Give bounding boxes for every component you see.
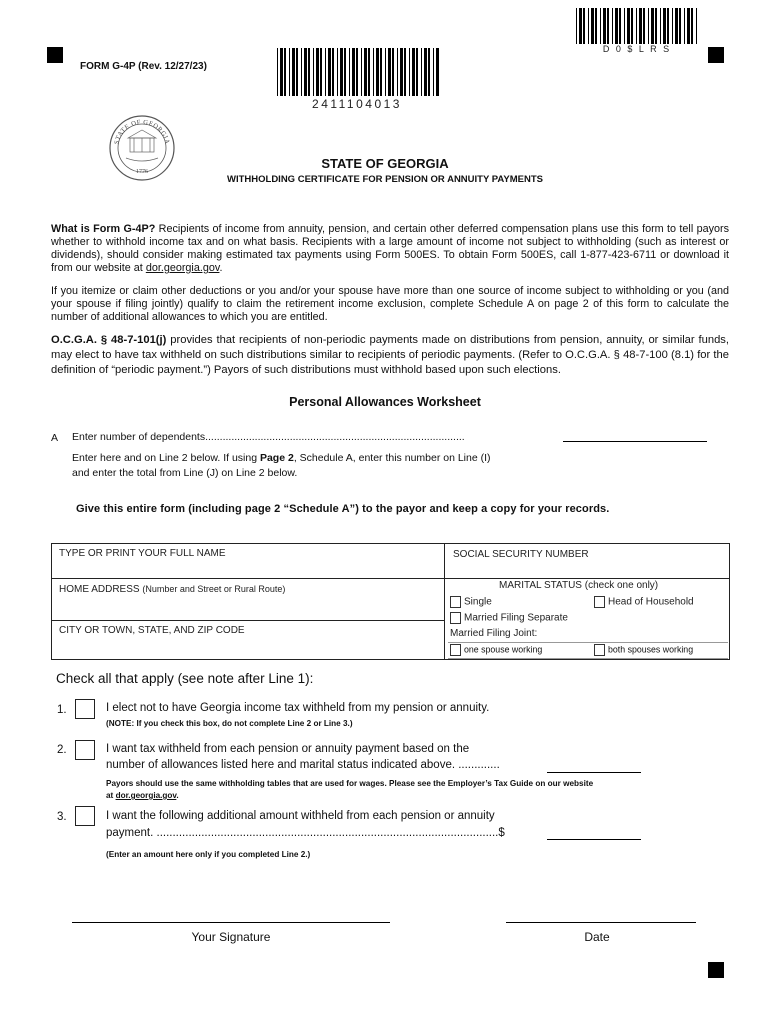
line-3-text-2: payment. ...........................................................................................................$ bbox=[106, 827, 505, 839]
line-3-text-1: I want the following additional amount withheld from each pension or annuity bbox=[106, 810, 495, 822]
barcode-top-caption: D 0 $ L R S bbox=[602, 44, 672, 54]
intro-paragraph-1: What is Form G-4P? Recipients of income from annuity, pension, and certain other deferred compensation plans use this form to tell payors whether to withhold income tax and on what basis. Recipients with a large amount of income not subject to withholding (such as interest or dividends), should consider making estimated tax payments using Form 500ES. To obtain Form 500ES, call 1-877-423-6711 or download it from our website at dor.georgia.gov. bbox=[51, 223, 729, 274]
registration-mark-top-right bbox=[708, 47, 724, 63]
line-2-number: 2. bbox=[57, 744, 67, 756]
option-both-spouses-working[interactable]: both spouses working bbox=[594, 644, 693, 656]
line-2-checkbox[interactable] bbox=[75, 740, 95, 760]
allowances-input-line[interactable] bbox=[547, 772, 641, 773]
city-state-zip-label: CITY OR TOWN, STATE, AND ZIP CODE bbox=[59, 625, 245, 636]
worksheet-instruction-1: Enter here and on Line 2 below. If using Page 2, Schedule A, enter this number on Line (I) bbox=[72, 452, 491, 464]
info-table bbox=[51, 543, 730, 660]
worksheet-heading: Personal Allowances Worksheet bbox=[289, 395, 481, 409]
svg-text:1776: 1776 bbox=[136, 169, 148, 175]
option-one-spouse-working[interactable]: one spouse working bbox=[450, 644, 542, 656]
home-address-label: HOME ADDRESS (Number and Street or Rural Route) bbox=[59, 584, 286, 595]
signature-label: Your Signature bbox=[191, 930, 271, 944]
line-2-note-1: Payors should use the same withholding tables that are used for wages. Please see the Employer’s Tax Guide on our website bbox=[106, 779, 594, 788]
worksheet-instruction-2: and enter the total from Line (J) on Line 2 below. bbox=[72, 467, 298, 479]
one-spouse-checkbox[interactable] bbox=[450, 644, 461, 656]
married-filing-separate-checkbox[interactable] bbox=[450, 612, 461, 624]
ocga-reference: O.C.G.A. § 48-7-101(j) bbox=[51, 334, 167, 346]
registration-mark-top-left bbox=[47, 47, 63, 63]
additional-amount-input-line[interactable] bbox=[547, 839, 641, 840]
intro-paragraph-3: O.C.G.A. § 48-7-101(j) provides that recipients of non-periodic payments made on distributions from pension, annuity, or similar funds, may elect to have tax withheld on such distributions similar to recipients of periodic payments. (Refer to O.C.G.A. § 48-7-100 (8.1) for the definition of “periodic payment.”) Payors of such distributions must withhold based upon such elections. bbox=[51, 334, 730, 376]
barcode-top-right bbox=[573, 8, 701, 44]
head-of-household-checkbox[interactable] bbox=[594, 596, 605, 608]
page-title: STATE OF GEORGIA bbox=[321, 156, 449, 171]
registration-mark-bottom-right bbox=[708, 962, 724, 978]
georgia-seal bbox=[108, 114, 176, 182]
dependents-input-line[interactable] bbox=[563, 441, 707, 442]
line-2-text-2: number of allowances listed here and marital status indicated above. ............. bbox=[106, 759, 500, 771]
married-filing-joint-label: Married Filing Joint: bbox=[450, 628, 538, 639]
single-checkbox[interactable] bbox=[450, 596, 461, 608]
dor-website-link[interactable]: dor.georgia.gov bbox=[145, 262, 220, 274]
option-married-filing-separate[interactable]: Married Filing Separate bbox=[450, 612, 568, 624]
city-state-zip-field[interactable] bbox=[53, 639, 443, 658]
dor-website-link-2[interactable]: dor.georgia.gov bbox=[115, 791, 177, 800]
line-3-checkbox[interactable] bbox=[75, 806, 95, 826]
both-spouses-checkbox[interactable] bbox=[594, 644, 605, 656]
option-head-of-household[interactable]: Head of Household bbox=[594, 596, 694, 608]
line-1-note: (NOTE: If you check this box, do not complete Line 2 or Line 3.) bbox=[106, 719, 353, 728]
date-line[interactable] bbox=[506, 922, 696, 923]
ssn-field[interactable] bbox=[445, 562, 729, 577]
line-1-checkbox[interactable] bbox=[75, 699, 95, 719]
marital-status-title: MARITAL STATUS (check one only) bbox=[499, 580, 659, 591]
full-name-field[interactable] bbox=[53, 562, 443, 577]
home-address-field[interactable] bbox=[53, 598, 443, 619]
barcode-main bbox=[274, 48, 440, 96]
line-3-number: 3. bbox=[57, 811, 67, 823]
worksheet-line-letter: A bbox=[51, 432, 59, 444]
line-3-note: (Enter an amount here only if you completed Line 2.) bbox=[106, 850, 311, 859]
line-2-text-1: I want tax withheld from each pension or annuity payment based on the bbox=[106, 743, 470, 755]
line-1-text: I elect not to have Georgia income tax withheld from my pension or annuity. bbox=[106, 702, 490, 714]
date-label: Date bbox=[584, 930, 610, 944]
intro-question-label: What is Form G-4P? bbox=[51, 223, 156, 235]
intro-paragraph-2: If you itemize or claim other deductions or you and/or your spouse have more than one source of income subject to withholding or you (and your spouse if filing jointly) qualify to claim the retirement income exclusion, complete Schedule A on page 2 of this form to calculate the number of additional allowances to which you are entitled. bbox=[51, 285, 729, 323]
line-2-note-2: at dor.georgia.gov. bbox=[106, 791, 179, 800]
svg-text:STATE OF GEORGIA: STATE OF GEORGIA bbox=[113, 118, 171, 146]
check-all-heading: Check all that apply (see note after Line 1): bbox=[56, 671, 314, 686]
signature-line[interactable] bbox=[72, 922, 390, 923]
ssn-label: SOCIAL SECURITY NUMBER bbox=[453, 549, 589, 560]
form-id: FORM G-4P (Rev. 12/27/23) bbox=[80, 61, 207, 72]
page-subtitle: WITHHOLDING CERTIFICATE FOR PENSION OR ANNUITY PAYMENTS bbox=[227, 174, 543, 185]
dependents-label: Enter number of dependents......................................................................................... bbox=[72, 431, 465, 443]
barcode-main-caption: 2411104013 bbox=[312, 97, 402, 111]
option-single[interactable]: Single bbox=[450, 596, 492, 608]
give-form-notice: Give this entire form (including page 2 “Schedule A”) to the payor and keep a copy for your records. bbox=[76, 503, 610, 515]
full-name-label: TYPE OR PRINT YOUR FULL NAME bbox=[59, 548, 226, 559]
line-1-number: 1. bbox=[57, 704, 67, 716]
